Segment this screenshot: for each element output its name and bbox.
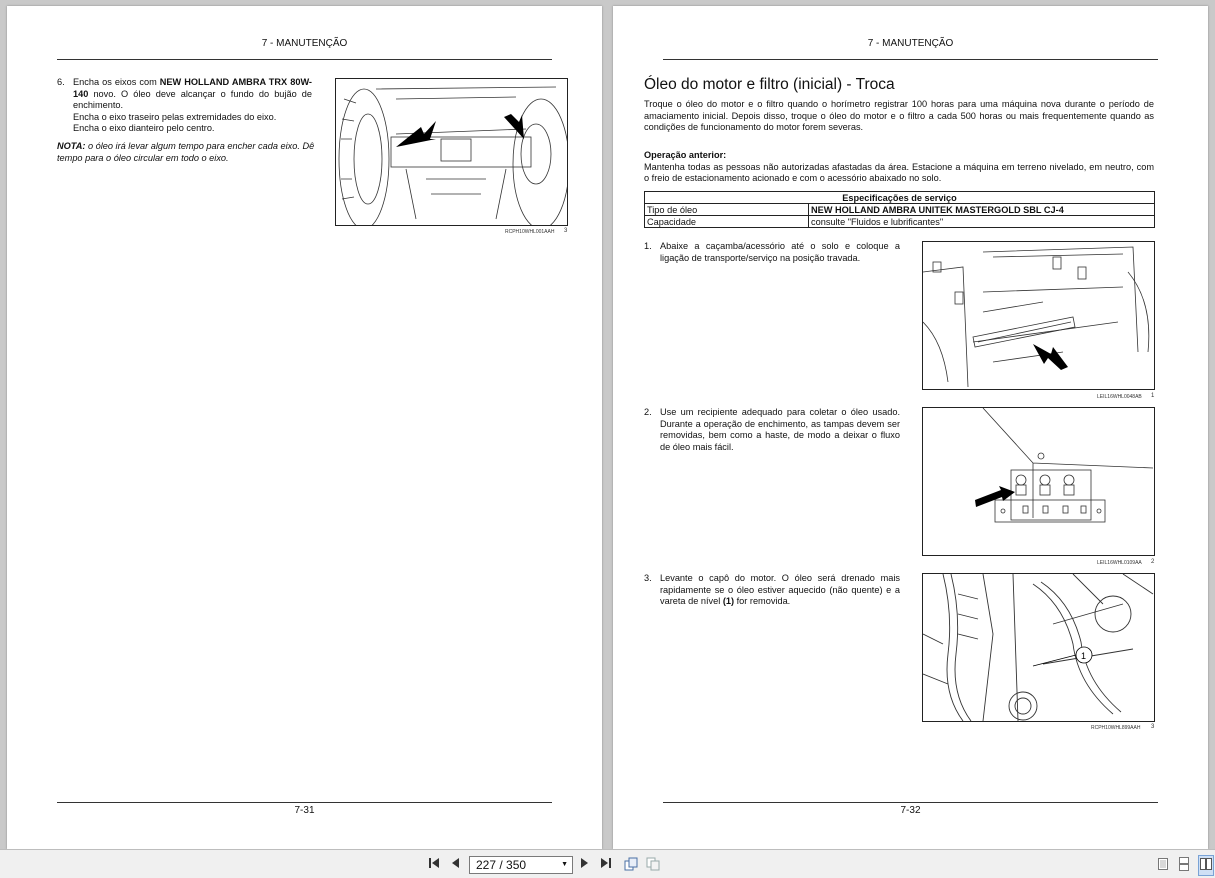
footer-rule — [57, 802, 552, 803]
spec-value: NEW HOLLAND AMBRA UNITEK MASTERGOLD SBL CJ-4 — [809, 204, 1155, 216]
prev-page-icon[interactable] — [450, 857, 460, 872]
figure-number: 2 — [1151, 559, 1155, 565]
hydraulic-ports-illustration — [922, 407, 1155, 556]
figure-caption: LEIL16WHL0109AA — [1097, 560, 1142, 566]
step-text: Encha os eixos com — [73, 77, 160, 87]
prior-operation-text: Mantenha todas as pessoas não autorizadas afastadas da área. Estacione a máquina em terreno nivelado, em neutro, com o freio de estacionamento acionado e com o acessório abaixado no solo. — [644, 161, 1154, 184]
right-page — [613, 6, 1208, 849]
copy-icon[interactable] — [646, 857, 660, 874]
figure-caption: RCPH10WHL899AAH — [1091, 725, 1141, 731]
figure-caption: LEIL16WHL0048AB — [1097, 394, 1142, 400]
table-row — [645, 216, 1155, 228]
table-row — [645, 204, 1155, 216]
loader-arm-illustration — [922, 241, 1155, 390]
step-text-cont: novo. O óleo deve alcançar o fundo do bujão de enchimento. — [73, 88, 312, 111]
callout-number: 1 — [1081, 651, 1087, 661]
figure-number: 3 — [564, 228, 568, 234]
step-1 — [644, 241, 900, 264]
step-number: 3. — [644, 573, 652, 583]
header-rule — [663, 59, 1158, 60]
step-callout-ref: (1) — [722, 596, 735, 607]
prior-operation — [644, 150, 1154, 185]
step-text-cont: for removida. — [734, 596, 791, 607]
note — [57, 141, 315, 164]
single-page-icon[interactable] — [1157, 857, 1169, 874]
spec-label: Capacidade — [645, 216, 809, 228]
step-number: 1. — [644, 241, 652, 251]
prior-operation-label: Operação anterior: — [644, 150, 727, 160]
page-number-input[interactable] — [469, 856, 573, 874]
section-title: Óleo do motor e filtro (inicial) - Troca — [644, 76, 895, 93]
spec-label: Tipo de óleo — [645, 204, 809, 216]
next-page-icon[interactable] — [580, 857, 590, 872]
figure-number: 1 — [1151, 393, 1155, 399]
axle-illustration — [335, 78, 568, 226]
note-text: o óleo irá levar algum tempo para encher cada eixo. Dê tempo para o óleo circular em todo o eixo. — [57, 141, 315, 163]
step-bold-text: NEW HOLLAND AMBRA TRX 80W-140 — [73, 77, 312, 99]
page-header: 7 - MANUTENÇÃO — [867, 38, 954, 49]
spec-value: consulte "Fluidos e lubrificantes" — [809, 216, 1155, 228]
step-6 — [57, 77, 312, 135]
header-rule — [57, 59, 552, 60]
two-page-icon[interactable] — [1198, 855, 1214, 876]
left-page — [7, 6, 602, 849]
page-number: 7-32 — [900, 805, 921, 816]
step-number: 2. — [644, 407, 652, 417]
rotate-icon[interactable] — [624, 857, 638, 874]
continuous-icon[interactable] — [1178, 857, 1190, 874]
figure-number: 3 — [1151, 724, 1155, 730]
footer-rule — [663, 802, 1158, 803]
page-header: 7 - MANUTENÇÃO — [261, 38, 348, 49]
step-text: Abaixe a caçamba/acessório até o solo e coloque a ligação de transporte/serviço na posição travada. — [660, 241, 900, 263]
service-spec-table — [644, 191, 1155, 228]
step-text: Levante o capô do motor. O óleo será drenado mais rapidamente se o óleo estiver aquecido (não quente) e a vareta de nível — [660, 573, 900, 607]
step-text: Use um recipiente adequado para coletar o óleo usado. Durante a operação de enchimento, as tampas devem ser removidas, bem como a haste, de modo a deixar o fluxo de óleo mais fácil. — [660, 407, 900, 452]
figure-caption: RCPH10WHL001AAH — [505, 229, 555, 235]
last-page-icon[interactable] — [600, 857, 612, 872]
spec-table-header: Especificações de serviço — [645, 192, 1155, 204]
note-label: NOTA: — [57, 141, 86, 151]
viewer-toolbar — [0, 849, 1215, 878]
page-number-value: 227 / 350 — [476, 858, 527, 872]
step-3 — [644, 573, 900, 608]
intro-paragraph: Troque o óleo do motor e o filtro quando o horímetro registrar 100 horas para uma máquina nova durante o período de amaciamento inicial. Depois disso, troque o óleo do motor e o filtro a cada 500 horas ou mais frequentemente quando as condições de funcionamento do motor forem severas. — [644, 99, 1154, 133]
step-2 — [644, 407, 900, 453]
engine-dipstick-illustration — [922, 573, 1155, 722]
step-number: 6. — [57, 77, 65, 87]
first-page-icon[interactable] — [428, 857, 440, 872]
step-line-3: Encha o eixo dianteiro pelo centro. — [73, 123, 215, 134]
step-line-2: Encha o eixo traseiro pelas extremidades do eixo. — [73, 111, 277, 122]
page-number: 7-31 — [294, 805, 315, 816]
chevron-down-icon[interactable]: ▼ — [561, 861, 568, 868]
